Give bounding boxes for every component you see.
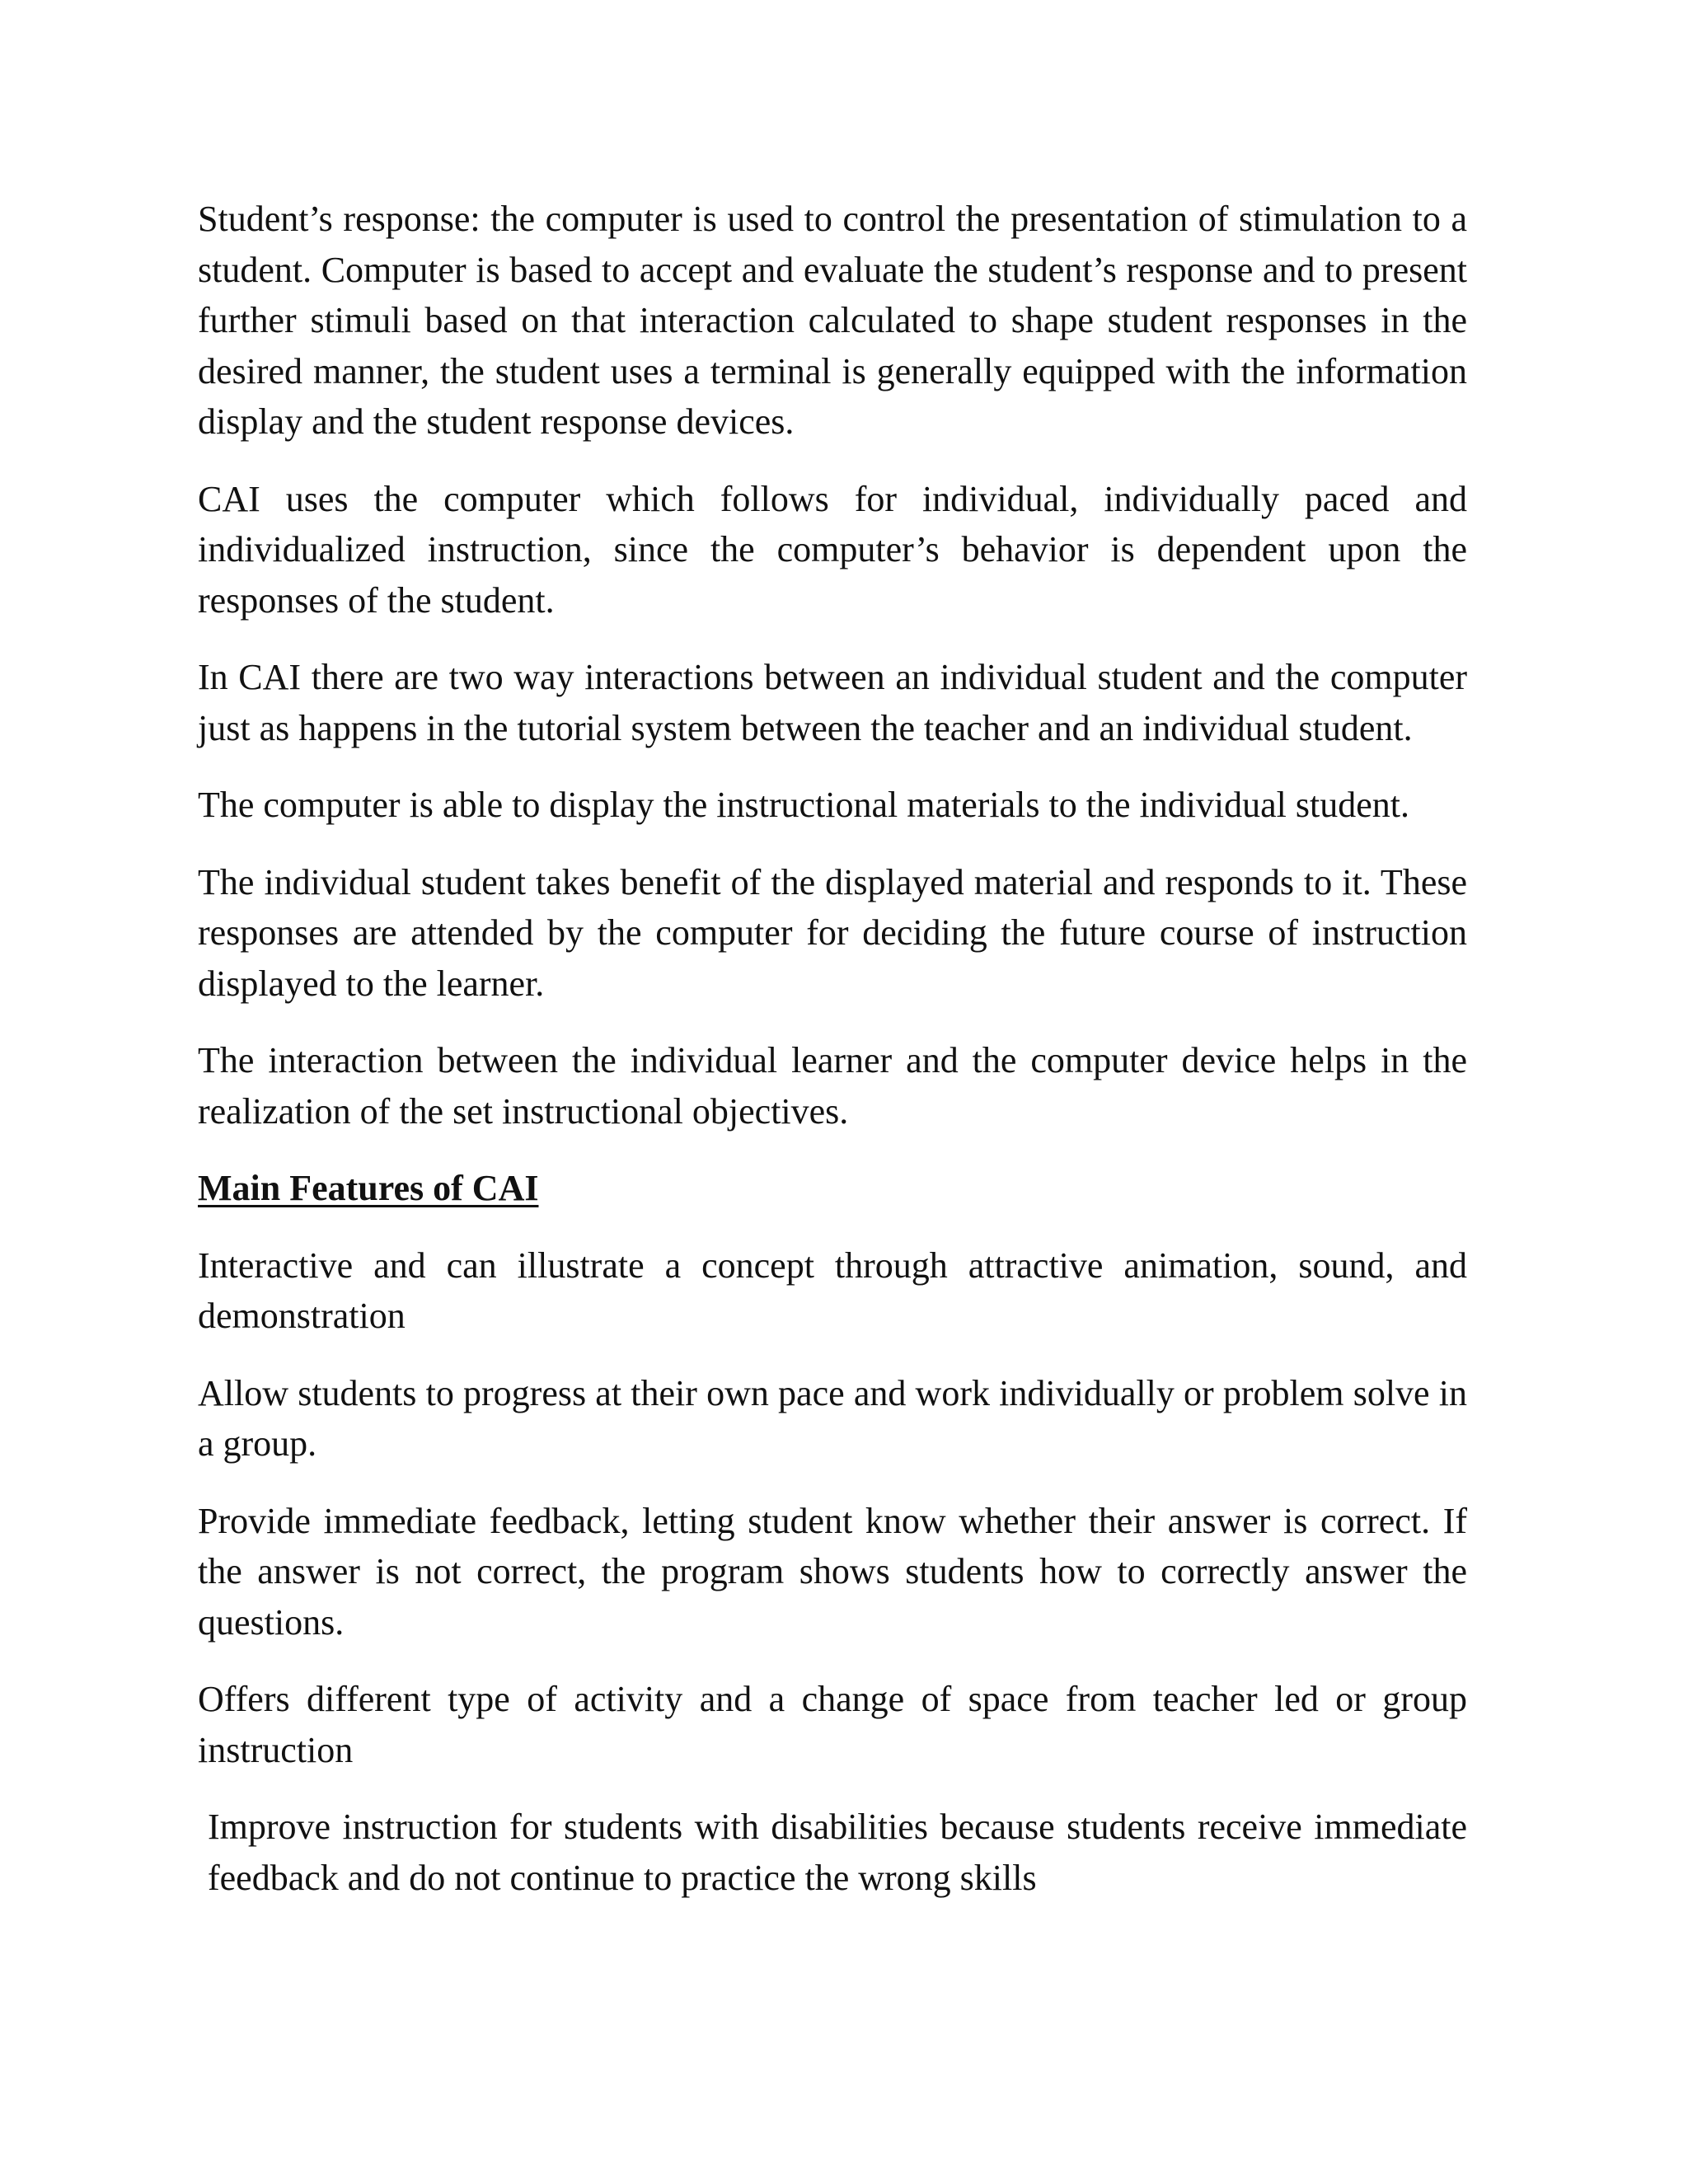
paragraph-cai-individual: CAI uses the computer which follows for individual, individually paced and individualized instruction, since the computer’s behavior is dependent upon the responses of the student.: [198, 478, 1467, 621]
feature-disabilities: Improve instruction for students with disabilities because students receive immediate feedback and do not continue to practice the wrong skills: [208, 1807, 1467, 1898]
paragraph-student-responds: The individual student takes benefit of the displayed material and responds to it. These responses are attended by the computer for deciding the future course of instruction displayed to the learner.: [198, 861, 1467, 1004]
paragraph-realization-objectives: The interaction between the individual learner and the computer device helps in the realization of the set instructional objectives.: [198, 1040, 1467, 1132]
section-heading: Main Features of CAI: [198, 1168, 539, 1208]
feature-own-pace: Allow students to progress at their own pace and work individually or problem solve in a group.: [198, 1372, 1467, 1464]
feature-immediate-feedback: Provide immediate feedback, letting student know whether their answer is correct. If the answer is not correct, the program shows students how to correctly answer the questions.: [198, 1500, 1467, 1643]
feature-different-activity: Offers different type of activity and a change of space from teacher led or group instruction: [198, 1679, 1467, 1770]
paragraph-display-materials: The computer is able to display the instructional materials to the individual student.: [198, 785, 1410, 825]
document-body: [198, 194, 1467, 1929]
feature-interactive: Interactive and can illustrate a concept through attractive animation, sound, and demonstration: [198, 1244, 1467, 1336]
paragraph-two-way-interaction: In CAI there are two way interactions between an individual student and the computer just as happens in the tutorial system between the teacher and an individual student.: [198, 657, 1467, 748]
paragraph-students-response: Student’s response: the computer is used to control the presentation of stimulation to a student. Computer is based to accept and evaluate the student’s response and to present further stimuli based on that interaction calculated to shape student responses in the desired manner, the student uses a terminal is generally equipped with the information display and the student response devices.: [198, 199, 1467, 442]
